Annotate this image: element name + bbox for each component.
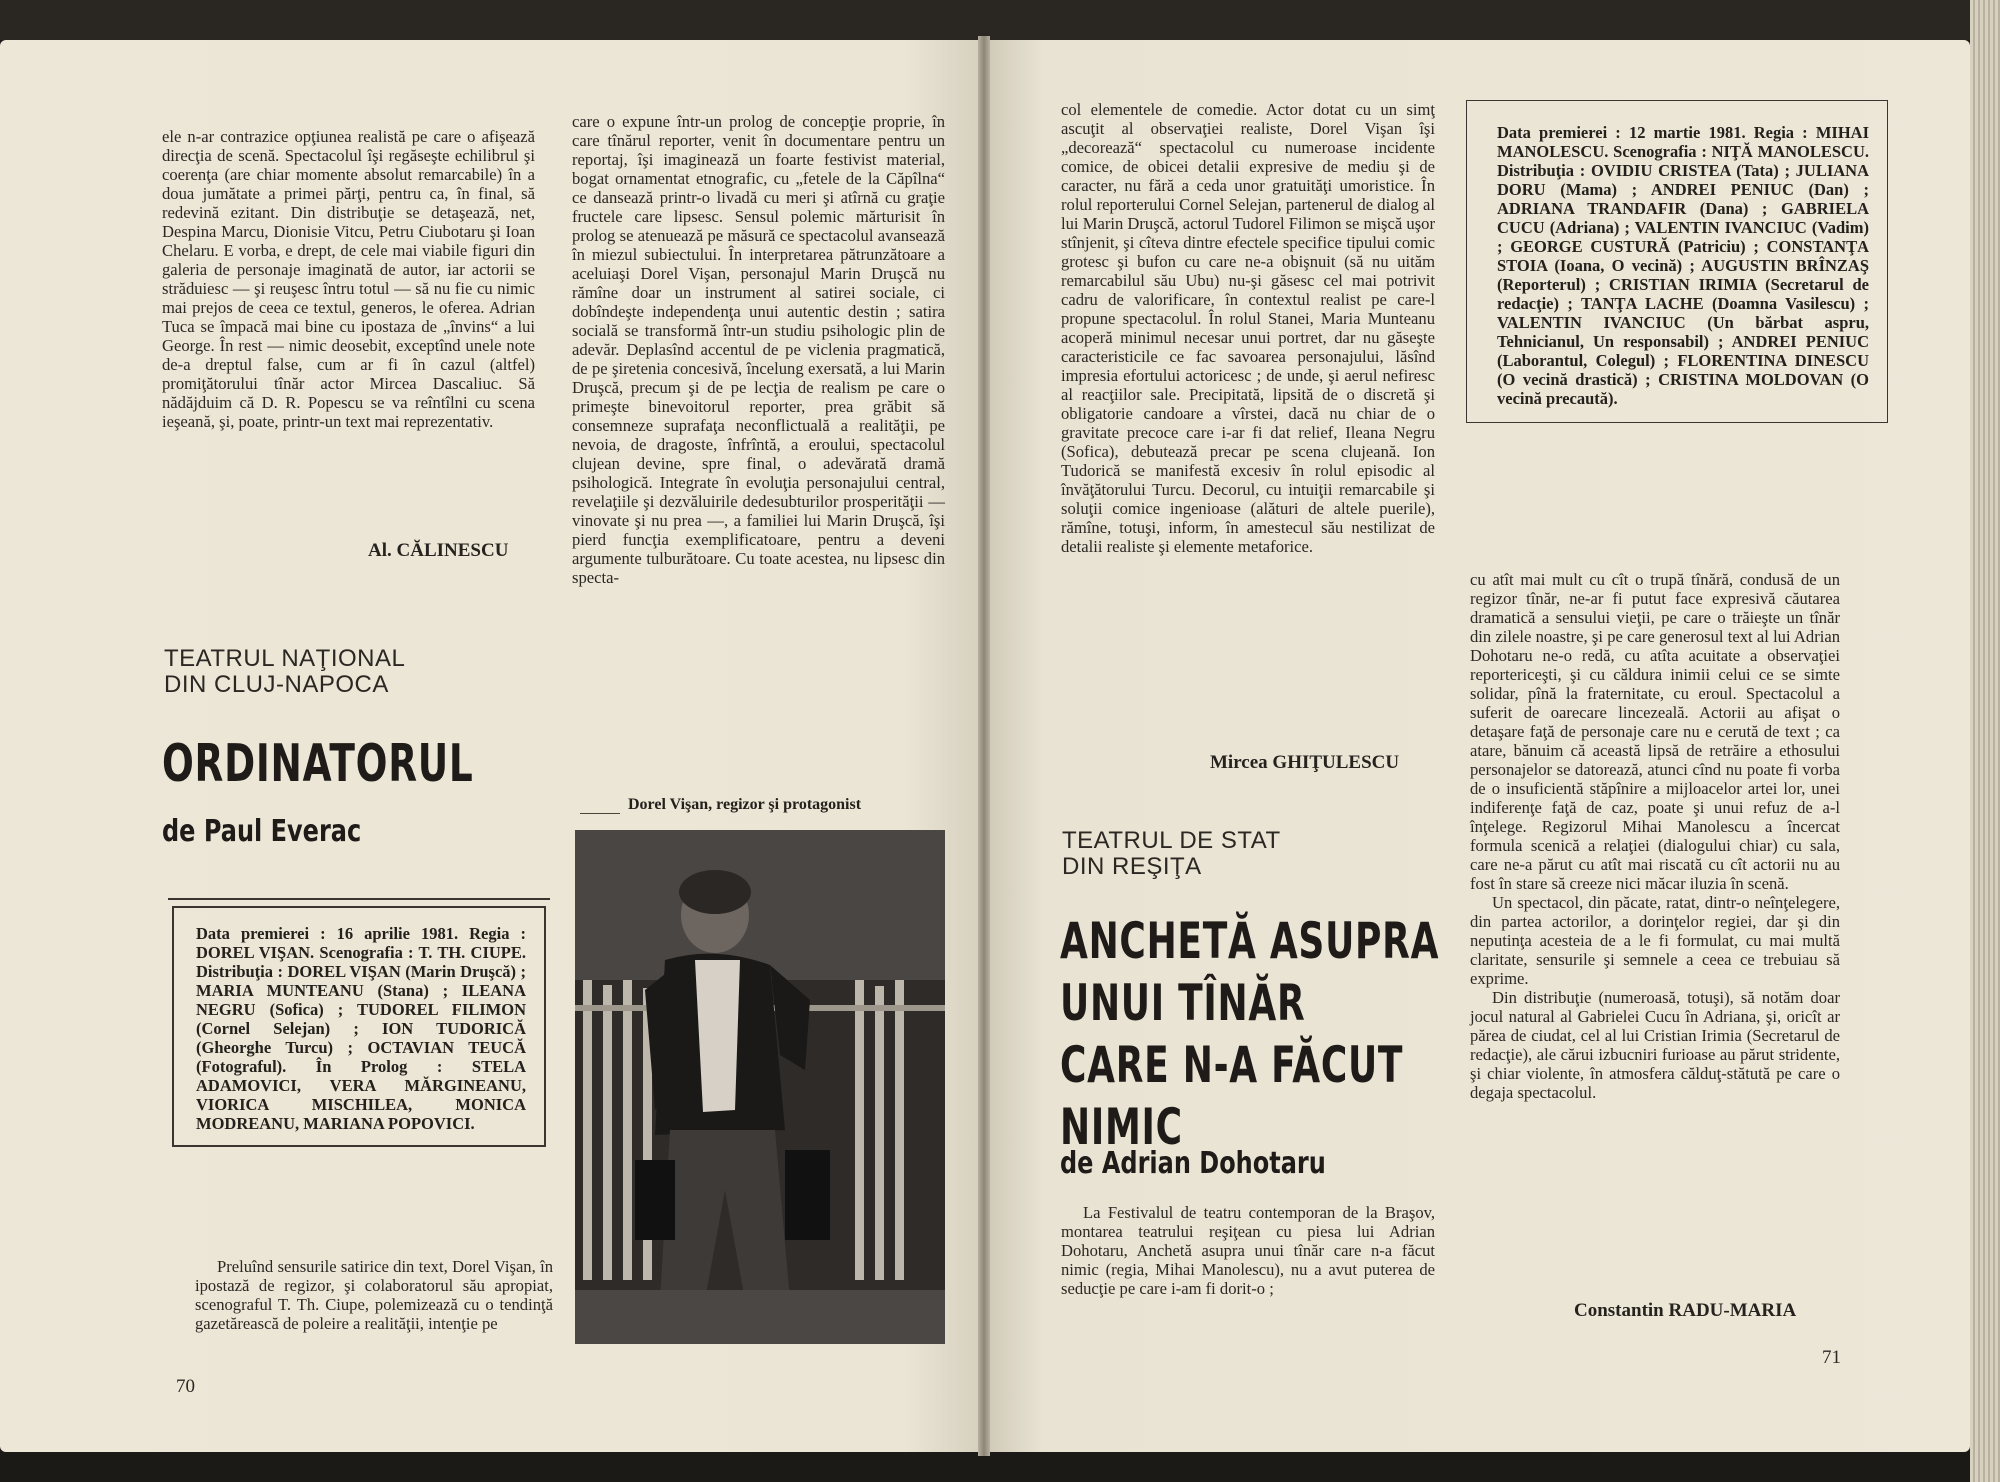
paragraph: care o expune într-un prolog de concepţie proprie, în care tînărul reporter, venit în documentare pentru un reportaj, îşi imaginează un foarte festivist material, bogat ornamentat etnografic, cu „fetele de la Căpîlna“ ce dansează printr-o livadă cu meri şi atîrnă cu graţie fructele care lipsesc. Sensul polemic mărturisit în prolog se atenuează pe măsură ce spectacolul avansează în miezul subiectului. În interpretarea pătrunzătoare a aceluiaşi Dorel Vişan, personajul Marin Druşcă nu rămîne doar un instrument al satirei sociale, ci dobîndeşte independenţa unui autentic destin ; satira socială se transformă într-un studiu psihologic plin de adevăr. Deplasînd accentul de pe viclenia pragmatică, de pe şiretenia concesivă, încelung exersată, a lui Marin Druşcă, precum şi de pe lecţia de realism pe care o primeşte binevoitorul reporter, prea grăbit să consemneze suprafaţa neconflictuală a realităţii, pe nevoia, de dragoste, înfrîntă, a eroului, spectacolul clujean devine, spre final, o adevărată dramă psihologică. Integrate în evoluţia personajului central, revelaţiile şi dezvăluirile dedesubturilor prosperităţii — vinovate şi nu prea —, a familiei lui Marin Druşcă, îşi pierd funcţia exemplificatoare, pentru a deveni argumente tulburătoare. Cu toate acestea, nu lipsesc din specta-: [572, 112, 945, 587]
production-info-box: [1466, 100, 1888, 423]
right-col2-text: [1470, 570, 1840, 1102]
paragraph: cu atît mai mult cu cît o trupă tînără, condusă de un regizor tînăr, ne-ar fi putut face expresivă căutarea dramatică a sensului vieţii, pe care o trăieşte un tînăr din zilele noastre, şi pe care generosul text al lui Adrian Dohotaru ne-o redă, cu atîta acuitate a observaţiei reportericeşti, şi cu căldura inimii celui ce se simte solidar, pînă la fraternitate, cu eroul. Spectacolul a suferit de oarecare lincezeală. Actorii au afişat o detaşare faţă de personaje care nu e cerută de text ; ca atare, bănuim că această lipsă de retrăire a ethosului personajelor se datorează, atunci cînd nu poate fi vorba de o insuficientă stăpînire a mijloacelor artei lor, unei indiferenţe faţă de caz, poate şi unui refuz de a-l înţelege. Regizorul Mihai Manolescu a încercat formula scenică a relaţiei (dialogului chiar) cu sala, care ne-a părut cu atît mai riscată cu cît actorii nu au fost în stare să creeze nici măcar iluzia în scenă.: [1470, 570, 1840, 893]
left-col1-bottom: [195, 1257, 553, 1333]
production-info-text: Data premierei : 12 martie 1981. Regia : MIHAI MANOLESCU. Scenografia : NIŢĂ MANOLESCU. Distribuţia : OVIDIU CRISTEA (Tata) ; JULIANA DORU (Mama) ; ANDREI PENIUC (Dan) ; ADRIANA TRANDAFIR (Dana) ; GABRIELA CUCU (Adriana) ; VALENTIN IVANCIUC (Vadim) ; GEORGE CUSTURĂ (Patriciu) ; CONSTANŢA STOIA (Ioana, O vecină) ; AUGUSTIN BRÎNZAŞ (Reporterul) ; CRISTIAN IRIMIA (Secretarul de redacţie) ; TANŢA LACHE (Doamna Vasilescu) ; VALENTIN IVANCIUC (Un bărbat aspru, Tehnicianul, Un responsabil) ; ANDREI PENIUC (Laborantul, Colegul) ; FLORENTINA DINESCU (O vecină drastică) ; CRISTINA MOLDOVAN (O vecină precaută).: [1497, 123, 1869, 408]
paragraph: Preluînd sensurile satirice din text, Dorel Vişan, în ipostază de regizor, şi colaboratorul său apropiat, scenograful T. Th. Ciupe, polemizează cu o tendinţă gazetărească de poleire a realităţii, intenţie pe: [195, 1257, 553, 1333]
play-title: ORDINATORUL: [162, 734, 474, 794]
left-col1-text: [162, 127, 535, 431]
box-top-rule: [168, 898, 550, 900]
paragraph: La Festivalul de teatru contemporan de la Braşov, montarea teatrului reşiţean cu piesa lui Adrian Dohotaru, Anchetă asupra unui tînăr care n-a făcut nimic (regia, Mihai Manolescu), nu a avut puterea de seducţie pe care i-am fi dorit-o ;: [1061, 1203, 1435, 1298]
play-byline: de Adrian Dohotaru: [1060, 1146, 1326, 1181]
right-col1-bottom: [1061, 1203, 1435, 1298]
paragraph: ele n-ar contrazice opţiunea realistă pe care o afişează direcţia de scenă. Spectacolul îşi regăseşte echilibrul şi coerenţa (are chiar momente absolut remarcabile) în a doua jumătate a primei părţi, pentru ca, în final, să redevină ezitant. Din distribuţie se detaşează, net, Despina Marcu, Dionisie Vitcu, Petru Ciubotaru şi Ioan Chelaru. E vorba, e drept, de cele mai viabile figuri din galeria de personaje imaginată de autor, iar actorii se străduiesc — şi reuşesc întru totul — să nu fie cu nimic mai prejos de ceea ce textul, generos, le oferea. Adrian Tuca se împacă mai bine cu ipostaza de „învins“ a lui George. În rest — nimic deosebit, exceptînd unele note de-a dreptul false, cum ar fi în cazul (altfel) promiţătorului tînăr actor Mircea Dascaliuc. Să nădăjduim că D. R. Popescu se va reîntîlni cu scena ieşeană, şi, poate, printr-un text mai reprezentativ.: [162, 127, 535, 431]
photo-illustration: [575, 830, 945, 1344]
title-line: NIMIC: [1060, 1098, 1183, 1156]
title-line: UNUI TÎNĂR: [1060, 974, 1306, 1032]
author-signature: Mircea GHIŢULESCU: [1210, 752, 1400, 773]
title-line: ANCHETĂ ASUPRA: [1060, 912, 1440, 970]
book-gutter: [978, 36, 990, 1456]
play-title: [1060, 910, 1439, 1158]
book-top-edge: [0, 0, 2000, 40]
production-photo: [575, 830, 945, 1344]
left-col2-text: [572, 112, 945, 587]
theatre-name: TEATRUL DE STAT DIN REŞIŢA: [1062, 827, 1281, 880]
photo-caption: Dorel Vişan, regizor şi protagonist: [628, 796, 862, 813]
right-col1-text: [1061, 100, 1435, 556]
paragraph: col elementele de comedie. Actor dotat cu un simţ ascuţit al observaţiei realiste, Dorel Vişan îşi „decorează“ spectacolul cu numeroase incidente comice, de obicei detalii expresive de mediu şi de caracter, nu fără a ceda unor gratuităţi umoristice. În rolul reporterului Cornel Selejan, partenerul de dialog al lui Marin Druşcă, actorul Tudorel Filimon se mişcă uşor stînjenit, şi cîteva dintre efectele specifice tipului comic grotesc şi bufon cu care ne-a obişnuit (să nu uităm remarcabilul său Ubu) nu-şi găsesc cel mai potrivit cadru de valorificare, în contextul realist pe care-l propune spectacolul. În rolul Stanei, Maria Munteanu acoperă minimul necesar unui portret, dar nu găseşte caracteristicile ce fac savoarea personajului, lăsînd impresia efortului actoricesc ; de unde, şi aerul nefiresc al reacţiilor sale. Precipitată, lipsită de o discretă şi obligatorie candoare a vîrstei, dacă nu chiar de o gravitate precoce care i-ar fi dat relief, Ileana Negru (Sofica), debutează precar pe scena clujeană. Ion Tudorică se manifestă excesiv în rolul episodic al învăţătorului Turcu. Decorul, cu intuiţii remarcabile şi soluţii comice ingenioase (alături de altele puerile), rămîne, totuşi, inform, în amestecul său nestilizat de detalii realiste şi elemente metaforice.: [1061, 100, 1435, 556]
author-signature: Al. CĂLINESCU: [368, 540, 509, 561]
paragraph: Din distribuţie (numeroasă, totuşi), să notăm doar jocul natural al Gabrielei Cucu în Adriana, şi, oricît ar părea de ciudat, cel al lui Cristian Irimia (Secretarul de redacţie), ale cărui izbucniri furioase au părut stridente, şi chiar violente, în atmosfera călduţ-stătută pe care o degaja spectacolul.: [1470, 988, 1840, 1102]
page-number: 71: [1822, 1347, 1841, 1368]
production-info-box: [172, 906, 546, 1147]
author-signature: Constantin RADU-MARIA: [1574, 1300, 1797, 1321]
play-byline: de Paul Everac: [162, 814, 362, 849]
page-edges: [1970, 0, 2000, 1482]
title-line: CARE N-A FĂCUT: [1060, 1036, 1404, 1094]
paragraph: Un spectacol, din păcate, ratat, dintr-o neînţelegere, din partea actorilor, a dorinţelor regiei, dar şi din neputinţa acesteia de a le fi formulat, cu mai multă claritate, sensurile şi semnele a ceea ce trebuiau să exprime.: [1470, 893, 1840, 988]
theatre-name: TEATRUL NAŢIONAL DIN CLUJ-NAPOCA: [164, 645, 406, 698]
page-number: 70: [176, 1376, 195, 1397]
production-info-text: Data premierei : 16 aprilie 1981. Regia : DOREL VIŞAN. Scenografia : T. TH. CIUPE. Distribuţia : DOREL VIŞAN (Marin Druşcă) ; MARIA MUNTEANU (Stana) ; ILEANA NEGRU (Sofica) ; TUDOREL FILIMON (Cornel Selejan) ; ION TUDORICĂ (Gheorghe Turcu) ; OCTAVIAN TEUCĂ (Fotograful). În Prolog : STELA ADAMOVICI, VERA MĂRGINEANU, VIORICA MISCHILEA, MONICA MODREANU, MARIANA POPOVICI.: [196, 924, 526, 1133]
caption-rule: [580, 813, 620, 814]
